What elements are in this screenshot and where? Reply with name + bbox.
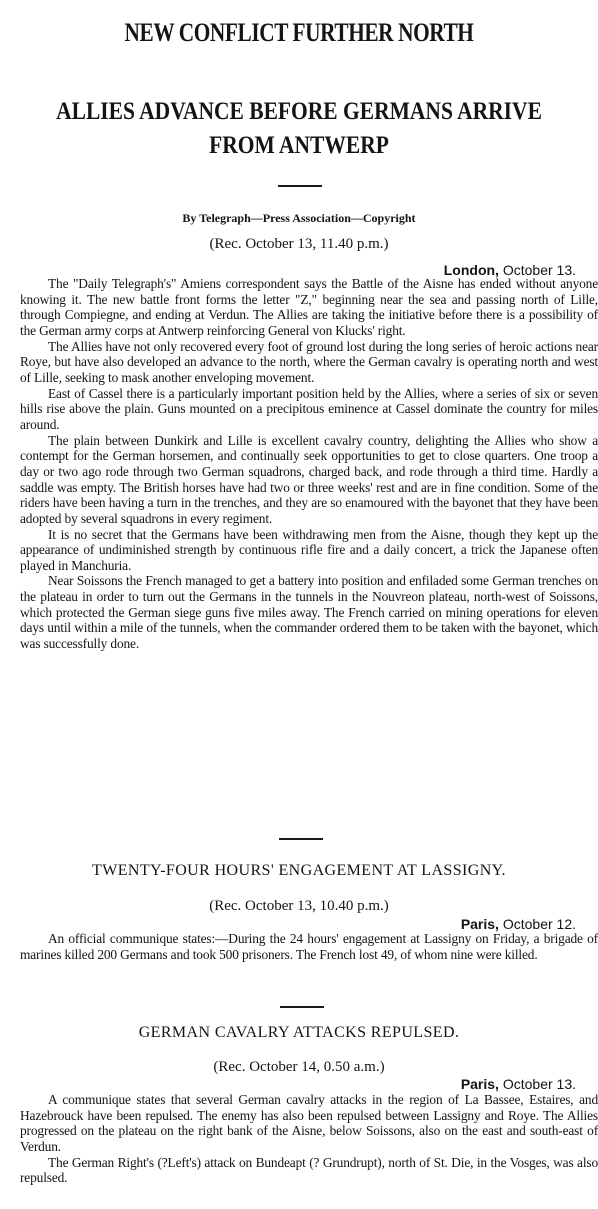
dateline-date: October 13.: [502, 262, 576, 278]
dateline-place: London,: [443, 262, 499, 278]
section-heading: TWENTY-FOUR HOURS' ENGAGEMENT AT LASSIGNY.: [92, 862, 506, 879]
byline: By Telegraph—Press Association—Copyright: [182, 211, 416, 225]
dateline: [461, 1076, 576, 1092]
dateline-date: October 13.: [502, 1076, 576, 1092]
received-note: (Rec. October 13, 11.40 p.m.): [209, 236, 389, 252]
dateline-place: Paris,: [460, 1076, 499, 1092]
article-body: [20, 276, 598, 652]
dateline-place: Paris,: [460, 916, 499, 932]
article-paragraph: The German Right's (?Left's) attack on Bundeapt (? Grundrupt), north of St. Die, in the Vosges, was also repulsed.: [20, 1154, 598, 1186]
section-heading: GERMAN CAVALRY ATTACKS REPULSED.: [138, 1024, 460, 1041]
article-paragraph: East of Cassel there is a particularly important position held by the Allies, where a series of six or seven hills rise above the plain. Guns mounted on a precipitous eminence at Cassel dominate the country for miles around.: [20, 385, 598, 432]
divider-rule: [279, 838, 323, 840]
received-note: (Rec. October 13, 10.40 p.m.): [209, 898, 389, 914]
article-body: [20, 1092, 598, 1186]
headline: NEW CONFLICT FURTHER NORTH: [124, 18, 474, 47]
article-paragraph: It is no secret that the Germans have been withdrawing men from the Aisne, though they kept up the appearance of undiminished strength by continuous rifle fire and a daily concert, a trick the Japanese often played in Manchuria.: [20, 526, 598, 573]
article-paragraph: The "Daily Telegraph's" Amiens correspondent says the Battle of the Aisne has ended without anyone knowing it. The new battle front forms the letter "Z," beginning near the sea and passing north of Lille, through Compiegne, and ending at Verdun. The Allies are taking the initiative before there is a possibility of the German army corps at Antwerp reinforcing General von Klucks' right.: [20, 276, 598, 338]
article-paragraph: The Allies have not only recovered every foot of ground lost during the long series of heroic actions near Roye, but have also developed an advance to the north, where the German cavalry is operating north and west of Lille, seeking to mask another enveloping movement.: [20, 338, 598, 385]
divider-rule: [280, 1006, 324, 1008]
dateline: [461, 916, 576, 932]
subheadline: ALLIES ADVANCE BEFORE GERMANS ARRIVE FROM ANTWERP: [56, 98, 542, 159]
received-note: (Rec. October 14, 0.50 a.m.): [213, 1059, 385, 1075]
divider-rule: [278, 185, 322, 187]
article-paragraph: The plain between Dunkirk and Lille is excellent cavalry country, delighting the Allies who show a contempt for the German horsemen, and continually seek opportunities to get to close quarters. One troop a day or two ago rode through two German squadrons, charged back, and rode through a third time. Hardly a saddle was empty. The British horses have had two or three weeks' rest and are in fine condition. Some of the riders have been having a turn in the trenches, and they are so enamoured with the bayonet that they have been adopted by several squadrons in every regiment.: [20, 432, 598, 526]
article-body: [20, 931, 598, 962]
article-paragraph: An official communique states:—During the 24 hours' engagement at Lassigny on Friday, a brigade of marines killed 200 Germans and took 500 prisoners. The French lost 49, of whom nine were killed.: [20, 931, 598, 962]
dateline-date: October 12.: [502, 916, 576, 932]
article-paragraph: A communique states that several German cavalry attacks in the region of La Bassee, Estaires, and Hazebrouck have been repulsed. The enemy has also been repulsed between Lassigny and Roye. The Allies progressed on the plateau on the right bank of the Aisne, below Soissons, also on the east and south-east of Verdun.: [20, 1092, 598, 1154]
article-paragraph: Near Soissons the French managed to get a battery into position and enfiladed some German trenches on the plateau in order to turn out the Germans in the tunnels in the Nouvreon plateau, north-west of Soissons, which protected the German siege guns five miles away. The French carried on mining operations for eleven days until within a mile of the tunnels, when the commander ordered them to be taken with the bayonet, which was successfully done.: [20, 573, 598, 652]
